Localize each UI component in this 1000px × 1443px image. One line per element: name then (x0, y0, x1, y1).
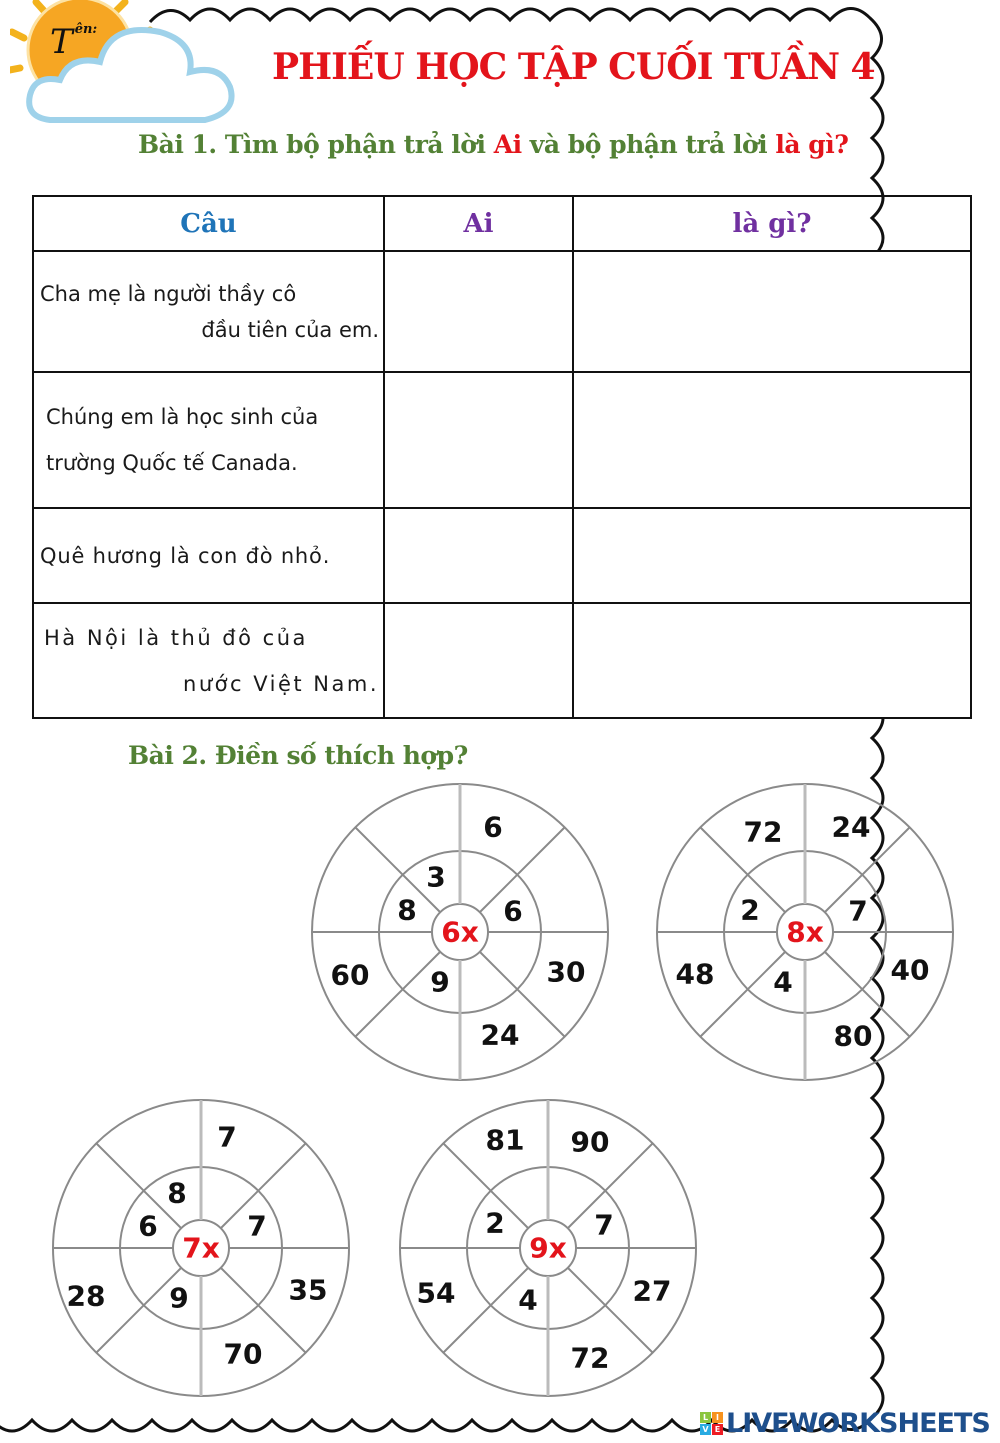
inner-number: 8 (167, 1176, 187, 1210)
outer-number: 30 (546, 955, 586, 989)
outer-number: 24 (480, 1018, 520, 1052)
multiplication-wheel-7 (51, 1098, 351, 1398)
inner-number: 7 (594, 1208, 614, 1242)
wheel-multiplier: 6x (441, 915, 479, 949)
outer-number: 28 (66, 1279, 106, 1313)
sentence-cell (33, 508, 384, 603)
inner-number: 8 (397, 893, 417, 927)
ai-answer-cell[interactable] (384, 508, 573, 603)
outer-number: 90 (570, 1125, 610, 1159)
sentence-line: Cha mẹ là người thầy cô (40, 281, 297, 306)
inner-number: 3 (426, 860, 446, 894)
logo-letter: V (700, 1424, 711, 1435)
inner-number: 7 (848, 894, 868, 928)
outer-number: 40 (890, 953, 930, 987)
liveworksheets-logo-icon (700, 1412, 723, 1435)
outer-number: 80 (833, 1019, 873, 1053)
outer-number: 24 (831, 810, 871, 844)
outer-number: 72 (570, 1341, 610, 1375)
table-header-row (33, 196, 971, 251)
logo-letter: L (700, 1412, 711, 1423)
inner-number: 9 (430, 965, 450, 999)
multiplication-wheel-6 (310, 782, 610, 1082)
ai-answer-cell[interactable] (384, 372, 573, 508)
logo-letter: I (712, 1412, 723, 1423)
column-header-cau: Câu (33, 196, 384, 251)
column-header-la-gi: là gì? (573, 196, 971, 251)
name-field-label: T $^{ên:}$ (50, 22, 98, 62)
outer-number: 7 (217, 1120, 237, 1154)
ai-answer-cell[interactable] (384, 603, 573, 718)
sun-cloud-icon (10, 0, 270, 130)
wheel-multiplier: 7x (182, 1231, 220, 1265)
inner-number: 4 (773, 965, 793, 999)
outer-number: 72 (743, 815, 783, 849)
sentence-line: trường Quốc tế Canada. (46, 451, 298, 475)
logo-letter: E (712, 1424, 723, 1435)
watermark-text: LIVEWORKSHEETS (726, 1407, 990, 1439)
inner-number: 4 (518, 1283, 538, 1317)
sentence-line: đầu tiên của em. (201, 317, 379, 342)
inner-number: 7 (247, 1209, 267, 1243)
sentence-cell (33, 372, 384, 508)
la-gi-answer-cell[interactable] (573, 251, 971, 372)
sentence-cell (33, 251, 384, 372)
outer-number: 60 (330, 958, 370, 992)
table-row (33, 372, 971, 508)
outer-number: 6 (483, 810, 503, 844)
sentence-line: Quê hương là con đò nhỏ. (40, 543, 331, 568)
exercise-1-table (32, 195, 972, 719)
table-row (33, 603, 971, 718)
inner-number: 6 (138, 1209, 158, 1243)
column-header-ai: Ai (384, 196, 573, 251)
inner-number: 6 (503, 894, 523, 928)
outer-number: 35 (288, 1273, 328, 1307)
ai-answer-cell[interactable] (384, 251, 573, 372)
wheel-multiplier: 9x (529, 1231, 567, 1265)
sentence-line: nước Việt Nam. (183, 671, 379, 696)
outer-number: 81 (485, 1123, 525, 1157)
outer-number: 70 (223, 1337, 263, 1371)
exercise-2-heading: Bài 2. Điền số thích hợp? (128, 741, 468, 770)
multiplication-wheel-9 (398, 1098, 698, 1398)
la-gi-answer-cell[interactable] (573, 508, 971, 603)
inner-number: 2 (740, 893, 760, 927)
outer-number: 54 (416, 1276, 456, 1310)
sentence-line: Hà Nội là thủ đô của (44, 625, 308, 650)
page-title: PHIẾU HỌC TẬP CUỐI TUẦN 4 (272, 46, 875, 88)
wheel-multiplier: 8x (786, 915, 824, 949)
multiplication-wheel-8 (655, 782, 955, 1082)
table-row (33, 251, 971, 372)
inner-number: 9 (169, 1281, 189, 1315)
inner-number: 2 (485, 1206, 505, 1240)
table-row (33, 508, 971, 603)
outer-number: 27 (632, 1274, 672, 1308)
sentence-line: Chúng em là học sinh của (46, 405, 319, 429)
liveworksheets-watermark (700, 1405, 990, 1441)
outer-number: 48 (675, 957, 715, 991)
exercise-1-heading: Bài 1. Tìm bộ phận trả lời Ai và bộ phận trả lời là gì? (138, 130, 849, 159)
la-gi-answer-cell[interactable] (573, 372, 971, 508)
la-gi-answer-cell[interactable] (573, 603, 971, 718)
sentence-cell (33, 603, 384, 718)
name-badge (10, 0, 270, 130)
